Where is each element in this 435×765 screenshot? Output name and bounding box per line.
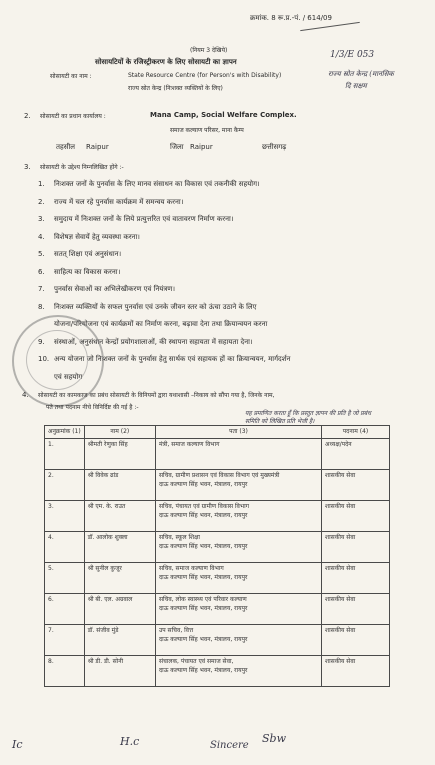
serial-number: 3.: [48, 503, 54, 510]
member-name: श्री डी. डी. सोनी: [87, 658, 124, 665]
table-header-row: [45, 426, 390, 439]
serial-number: 8.: [48, 658, 54, 665]
col-header-serial: अनुक्रमांक (1): [45, 426, 85, 439]
cell-address: [155, 563, 321, 594]
form-rule-note: (नियम 3 देखिये): [190, 47, 228, 54]
certification-note: यह प्रमाणित करता हूँ कि प्रस्तुत ज्ञापन की प्रति है जो प्रबंध समिति को लिखित प्रति भेजी है।: [245, 410, 371, 425]
col-header-address: पता (3): [155, 426, 321, 439]
address-line-2: दाऊ कल्याण सिंह भवन, मंत्रालय, रायपुर: [158, 543, 248, 550]
objective-text: निःशक्त व्यक्तियों के सफल पुनर्वास एवं उनके जीवन स्तर को ऊंचा उठाने के लिए: [54, 302, 257, 311]
serial-number: 4.: [48, 534, 54, 541]
head-office-hindi: समाज कल्याण परिसर, माना कैम्प: [170, 127, 244, 134]
address-line-2: दाऊ कल्याण सिंह भवन, मंत्रालय, रायपुर: [158, 574, 248, 581]
objective-text: पुनर्वास सेवाओं का अभिलेखीकरण एवं नियंत्रण।: [54, 285, 175, 293]
section-4-number: 4.: [22, 391, 29, 399]
head-office-english: Mana Camp, Social Welfare Complex.: [150, 111, 297, 119]
designation: अध्यक्ष/पदेन: [325, 441, 352, 448]
cell-name: [84, 625, 155, 656]
designation: शासकीय सेवा: [325, 503, 356, 510]
objective-text: समुदाय में निःशक्त जनों के लिये प्रत्युत्तरित एवं वातावरण निर्माण करना।: [54, 215, 234, 223]
cell-serial: [45, 501, 85, 532]
objective-number: 6.: [38, 267, 45, 276]
address-line-2: दाऊ कल्याण सिंह भवन, मंत्रालय, रायपुर: [158, 605, 248, 612]
objectives-heading: सोसायटी के उद्देश्य निम्नलिखित होंगे :-: [40, 164, 124, 171]
cell-name: [84, 532, 155, 563]
table-row: [45, 656, 390, 687]
designation: शासकीय सेवा: [325, 627, 356, 634]
cell-designation: [322, 439, 390, 470]
table-row: [45, 532, 390, 563]
designation: शासकीय सेवा: [325, 534, 356, 541]
tehsil-label: तहसील: [56, 143, 75, 151]
handwritten-code: 1/3/E 053: [330, 50, 375, 60]
address-line-2: दाऊ कल्याण सिंह भवन, मंत्रालय, रायपुर: [158, 636, 248, 643]
governing-body-text-1: सोसायटी का कामकाज का प्रबंध सोसायटी के विनियमों द्वारा यथाशासी –निकाय को सौंपा गया है, जिनके नाम,: [38, 392, 275, 399]
objective-number: 8.: [38, 302, 45, 311]
objective-number: 7.: [38, 285, 45, 293]
cell-designation: [322, 532, 390, 563]
serial-number: 7.: [48, 627, 54, 634]
objective-text: निःशक्त जनों के पुनर्वास के लिए मानव संसाधन का विकास एवं तकनीकी सहयोग।: [54, 180, 260, 188]
member-name: डॉ. आलोक शुक्ला: [87, 534, 128, 541]
cell-name: [84, 470, 155, 501]
cell-designation: [322, 563, 390, 594]
objective-text: विशेषज्ञ सेवायें हेतु व्यवस्था करना।: [54, 232, 140, 241]
district-value: Raipur: [190, 143, 213, 151]
tehsil-value: Raipur: [86, 143, 109, 151]
district-label: जिला: [170, 143, 184, 151]
cell-serial: [45, 563, 85, 594]
signature-1: Ic: [12, 738, 23, 751]
section-3-number: 3.: [24, 163, 31, 171]
member-name: श्री विवेक ढांड: [87, 472, 119, 479]
address-line-2: दाऊ कल्याण सिंह भवन, मंत्रालय, रायपुर: [158, 481, 248, 488]
serial-number: 2.: [48, 472, 54, 479]
objective-text: एवं सहयोग: [54, 372, 83, 381]
cell-name: [84, 439, 155, 470]
address-line-1: उप सचिव, वित्त: [158, 627, 194, 634]
objective-number: 10.: [38, 355, 50, 363]
cell-address: [155, 625, 321, 656]
table-row: [45, 470, 390, 501]
cell-name: [84, 563, 155, 594]
objective-text: संस्थाओं, अनुसंधान केन्द्रों प्रयोगशालाओं, की स्थापना सहायता में सहायता देना।: [54, 337, 253, 346]
handwriting-stroke: [300, 22, 360, 31]
cell-address: [155, 532, 321, 563]
col-header-name: नाम (2): [84, 426, 155, 439]
objective-number: 3.: [38, 215, 45, 223]
address-line-1: सचिव, ग्रामीण प्रशासन एवं विकास विभाग एवं मुख्यमंत्री: [158, 472, 280, 479]
governing-body-text-2: पते तथा पदनाम नीचे विनिर्दिष्ट की गई है :-: [46, 404, 139, 411]
objective-text: राज्य में चल रहे पुनर्वास कार्यक्रम में समन्वय करना।: [54, 197, 184, 206]
governing-body-table: [44, 425, 390, 687]
designation: शासकीय सेवा: [325, 658, 356, 665]
table-row: [45, 563, 390, 594]
serial-number: 1.: [48, 441, 54, 448]
table-row: [45, 439, 390, 470]
cell-designation: [322, 656, 390, 687]
address-line-2: दाऊ कल्याण सिंह भवन, मंत्रालय, रायपुर: [158, 512, 248, 519]
cell-address: [155, 594, 321, 625]
objective-number: 4.: [38, 232, 45, 241]
cell-serial: [45, 656, 85, 687]
address-line-1: सचिव, लोक स्वास्थ्य एवं परिवार कल्याण: [158, 596, 247, 603]
objective-text: साहित्य का विकास करना।: [54, 267, 121, 276]
designation: शासकीय सेवा: [325, 596, 356, 603]
society-name-hindi: राज्य स्रोत केन्द्र (निःशक्त व्यक्तियों के लिए): [128, 85, 223, 92]
address-line-1: सचिव, समाज कल्याण विभाग: [158, 565, 224, 572]
society-name-label: सोसायटी का नाम :: [50, 73, 92, 80]
table-body: [45, 439, 390, 687]
objective-number: 5.: [38, 250, 45, 258]
address-line-1: सचिव, पंचायत एवं ग्रामीण विकास विभाग: [158, 503, 250, 510]
signature-2: H.c: [120, 735, 140, 748]
designation: शासकीय सेवा: [325, 472, 356, 479]
cell-name: [84, 594, 155, 625]
member-name: श्रीमती रेणुका सिंह: [87, 441, 128, 448]
signature-3: Sincere: [210, 740, 249, 751]
cell-address: [155, 439, 321, 470]
reference-number: क्रमांक. 8 रू.प्र.-पं. / 614/09: [250, 14, 332, 22]
serial-number: 6.: [48, 596, 54, 603]
handwritten-note-2: दि सक्षम: [345, 82, 367, 90]
cell-serial: [45, 625, 85, 656]
objective-text: योजना/परियोजना एवं कार्यक्रमों का निर्माण करना, बढ़ावा देना तथा क्रियान्वयन करना: [54, 320, 268, 328]
objective-number: 1.: [38, 180, 45, 188]
table-row: [45, 625, 390, 656]
state-value: छत्तीसगढ़: [262, 143, 287, 151]
head-office-label: सोसायटी का प्रधान कार्यालय :: [40, 113, 106, 120]
address-line-1: संचालक, पंचायत एवं समाज सेवा,: [158, 658, 234, 665]
cell-address: [155, 470, 321, 501]
cell-address: [155, 656, 321, 687]
cell-serial: [45, 594, 85, 625]
objective-text: सतत् शिक्षा एवं अनुसंधान।: [54, 250, 122, 258]
cell-serial: [45, 470, 85, 501]
member-name: डॉ. संजीव मुंडे: [87, 627, 119, 634]
table-row: [45, 501, 390, 532]
objective-text: अन्य योजना जो निःशक्त जनों के पुनर्वास हेतु सार्थक एवं सहायक हों का क्रियान्वयन, मार्गदर्शन: [54, 355, 291, 363]
member-name: श्री एम. के. राउत: [87, 503, 126, 510]
handwritten-note-1: राज्य स्रोत केन्द्र (मानसिक: [328, 70, 394, 78]
section-2-number: 2.: [24, 112, 31, 120]
member-name: श्री बी. एल. अग्रवाल: [87, 596, 133, 603]
cell-designation: [322, 470, 390, 501]
member-name: श्री सुनील कुजूर: [87, 565, 122, 572]
objective-number: 2.: [38, 197, 45, 206]
signature-4: Sbw: [262, 732, 286, 745]
designation: शासकीय सेवा: [325, 565, 356, 572]
cell-designation: [322, 594, 390, 625]
cell-serial: [45, 439, 85, 470]
society-name-english: State Resource Centre (for Person's with Disability): [128, 72, 282, 79]
objective-number: 9.: [38, 337, 45, 346]
address-line-1: मंत्री, समाज कल्याण विभाग: [158, 441, 220, 448]
col-header-designation: पदनाम (4): [322, 426, 390, 439]
cell-address: [155, 501, 321, 532]
address-line-2: दाऊ कल्याण सिंह भवन, मंत्रालय, रायपुर: [158, 667, 248, 674]
cell-name: [84, 501, 155, 532]
cell-serial: [45, 532, 85, 563]
cell-name: [84, 656, 155, 687]
seal-emblem-inner: [26, 330, 88, 390]
act-title: सोसायटियों के रजिस्ट्रीकरण के लिए सोसायटी का ज्ञापन: [95, 58, 237, 66]
cell-designation: [322, 501, 390, 532]
table-row: [45, 594, 390, 625]
cell-designation: [322, 625, 390, 656]
address-line-1: सचिव, स्कूल शिक्षा: [158, 534, 200, 541]
serial-number: 5.: [48, 565, 54, 572]
